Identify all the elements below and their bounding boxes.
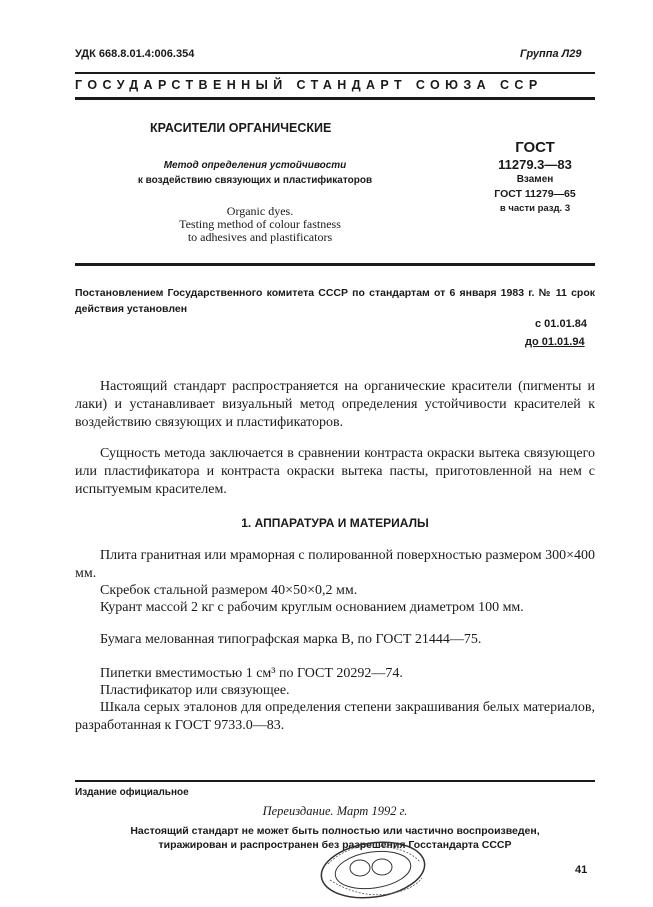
- method-line-1: Метод определения устойчивости: [163, 160, 347, 171]
- list-item: [75, 582, 595, 600]
- resolution-text: Постановлением Государственного комитета СССР по стандартам от 6 января 1983 г. № 11 срок действия установлен: [75, 287, 595, 315]
- official-edition-label: Издание официальное: [75, 787, 189, 798]
- list-item-text: Пластификатор или связующее.: [100, 683, 290, 698]
- intro-paragraph: [75, 378, 595, 432]
- intro-paragraph-text: Настоящий стандарт распространяется на органические красители (пигменты и лаки) и устанавливает визуальный метод определения устойчивости красителей к воздействию связующих и пластификаторов.: [75, 379, 595, 430]
- library-stamp-icon: [318, 840, 428, 900]
- gost-number: 11279.3—83: [498, 157, 572, 172]
- list-item: [75, 631, 595, 649]
- list-item: [75, 665, 595, 683]
- method-line-2: к воздействию связующих и пластификаторов: [137, 175, 373, 186]
- gost-designation: [450, 139, 620, 216]
- heading-rule: [75, 97, 595, 100]
- top-rule: [75, 72, 595, 74]
- list-item-text: Скребок стальной размером 40×50×0,2 мм.: [100, 583, 358, 598]
- state-standard-heading: ГОСУДАРСТВЕННЫЙ СТАНДАРТ СОЮЗА ССР: [75, 78, 543, 92]
- english-line-2: Testing method of colour fastness: [179, 217, 341, 231]
- method-title: [105, 158, 405, 188]
- title-block-rule: [75, 263, 595, 266]
- gost-label: ГОСТ: [515, 139, 555, 156]
- list-item: [75, 599, 595, 617]
- list-item-text: Пипетки вместимостью 1 см³ по ГОСТ 20292—74.: [100, 666, 403, 681]
- udk-code: УДК 668.8.01.4:006.354: [75, 48, 195, 60]
- english-line-3: to adhesives and plastificators: [187, 230, 333, 244]
- english-title: [145, 205, 375, 244]
- reissue-note: Переиздание. Март 1992 г.: [262, 804, 408, 818]
- notice-line-1: Настоящий стандарт не может быть полностью или частично воспроизведен,: [130, 825, 540, 837]
- valid-to-date: до 01.01.94: [525, 336, 585, 348]
- notice-line-2: тиражирован и распространен без разрешения Госстандарта СССР: [158, 839, 512, 851]
- list-item: [75, 699, 595, 735]
- list-item-text: Шкала серых эталонов для определения степени закрашивания белых материалов, разработанная к ГОСТ 9733.0—83.: [75, 700, 595, 733]
- footer-rule: [75, 780, 595, 782]
- group-code: Группа Л29: [520, 48, 582, 60]
- list-item-text: Бумага мелованная типографская марка В, по ГОСТ 21444—75.: [100, 632, 482, 647]
- list-item: [75, 547, 595, 583]
- list-item: [75, 682, 595, 700]
- gost-part: в части разд. 3: [499, 203, 571, 214]
- document-title: КРАСИТЕЛИ ОРГАНИЧЕСКИЕ: [150, 121, 332, 135]
- valid-from-date: с 01.01.84: [535, 318, 587, 330]
- list-item-text: Плита гранитная или мраморная с полированной поверхностью размером 300×400 мм.: [75, 548, 595, 581]
- essence-paragraph: [75, 445, 595, 499]
- page-number: 41: [575, 864, 588, 876]
- gost-replaced: ГОСТ 11279—65: [494, 188, 576, 200]
- english-line-1: Organic dyes.: [226, 204, 294, 218]
- list-item-text: Курант массой 2 кг с рабочим круглым основанием диаметром 100 мм.: [100, 600, 524, 615]
- essence-paragraph-text: Сущность метода заключается в сравнении контраста окраски вытека связующего или пластификатора и контраста окраски вытека пасты, приготовленной на нем с испытуемым красителем.: [75, 446, 595, 497]
- section-1-heading: 1. АППАРАТУРА И МАТЕРИАЛЫ: [241, 516, 429, 530]
- gost-instead-label: Взамен: [516, 174, 554, 185]
